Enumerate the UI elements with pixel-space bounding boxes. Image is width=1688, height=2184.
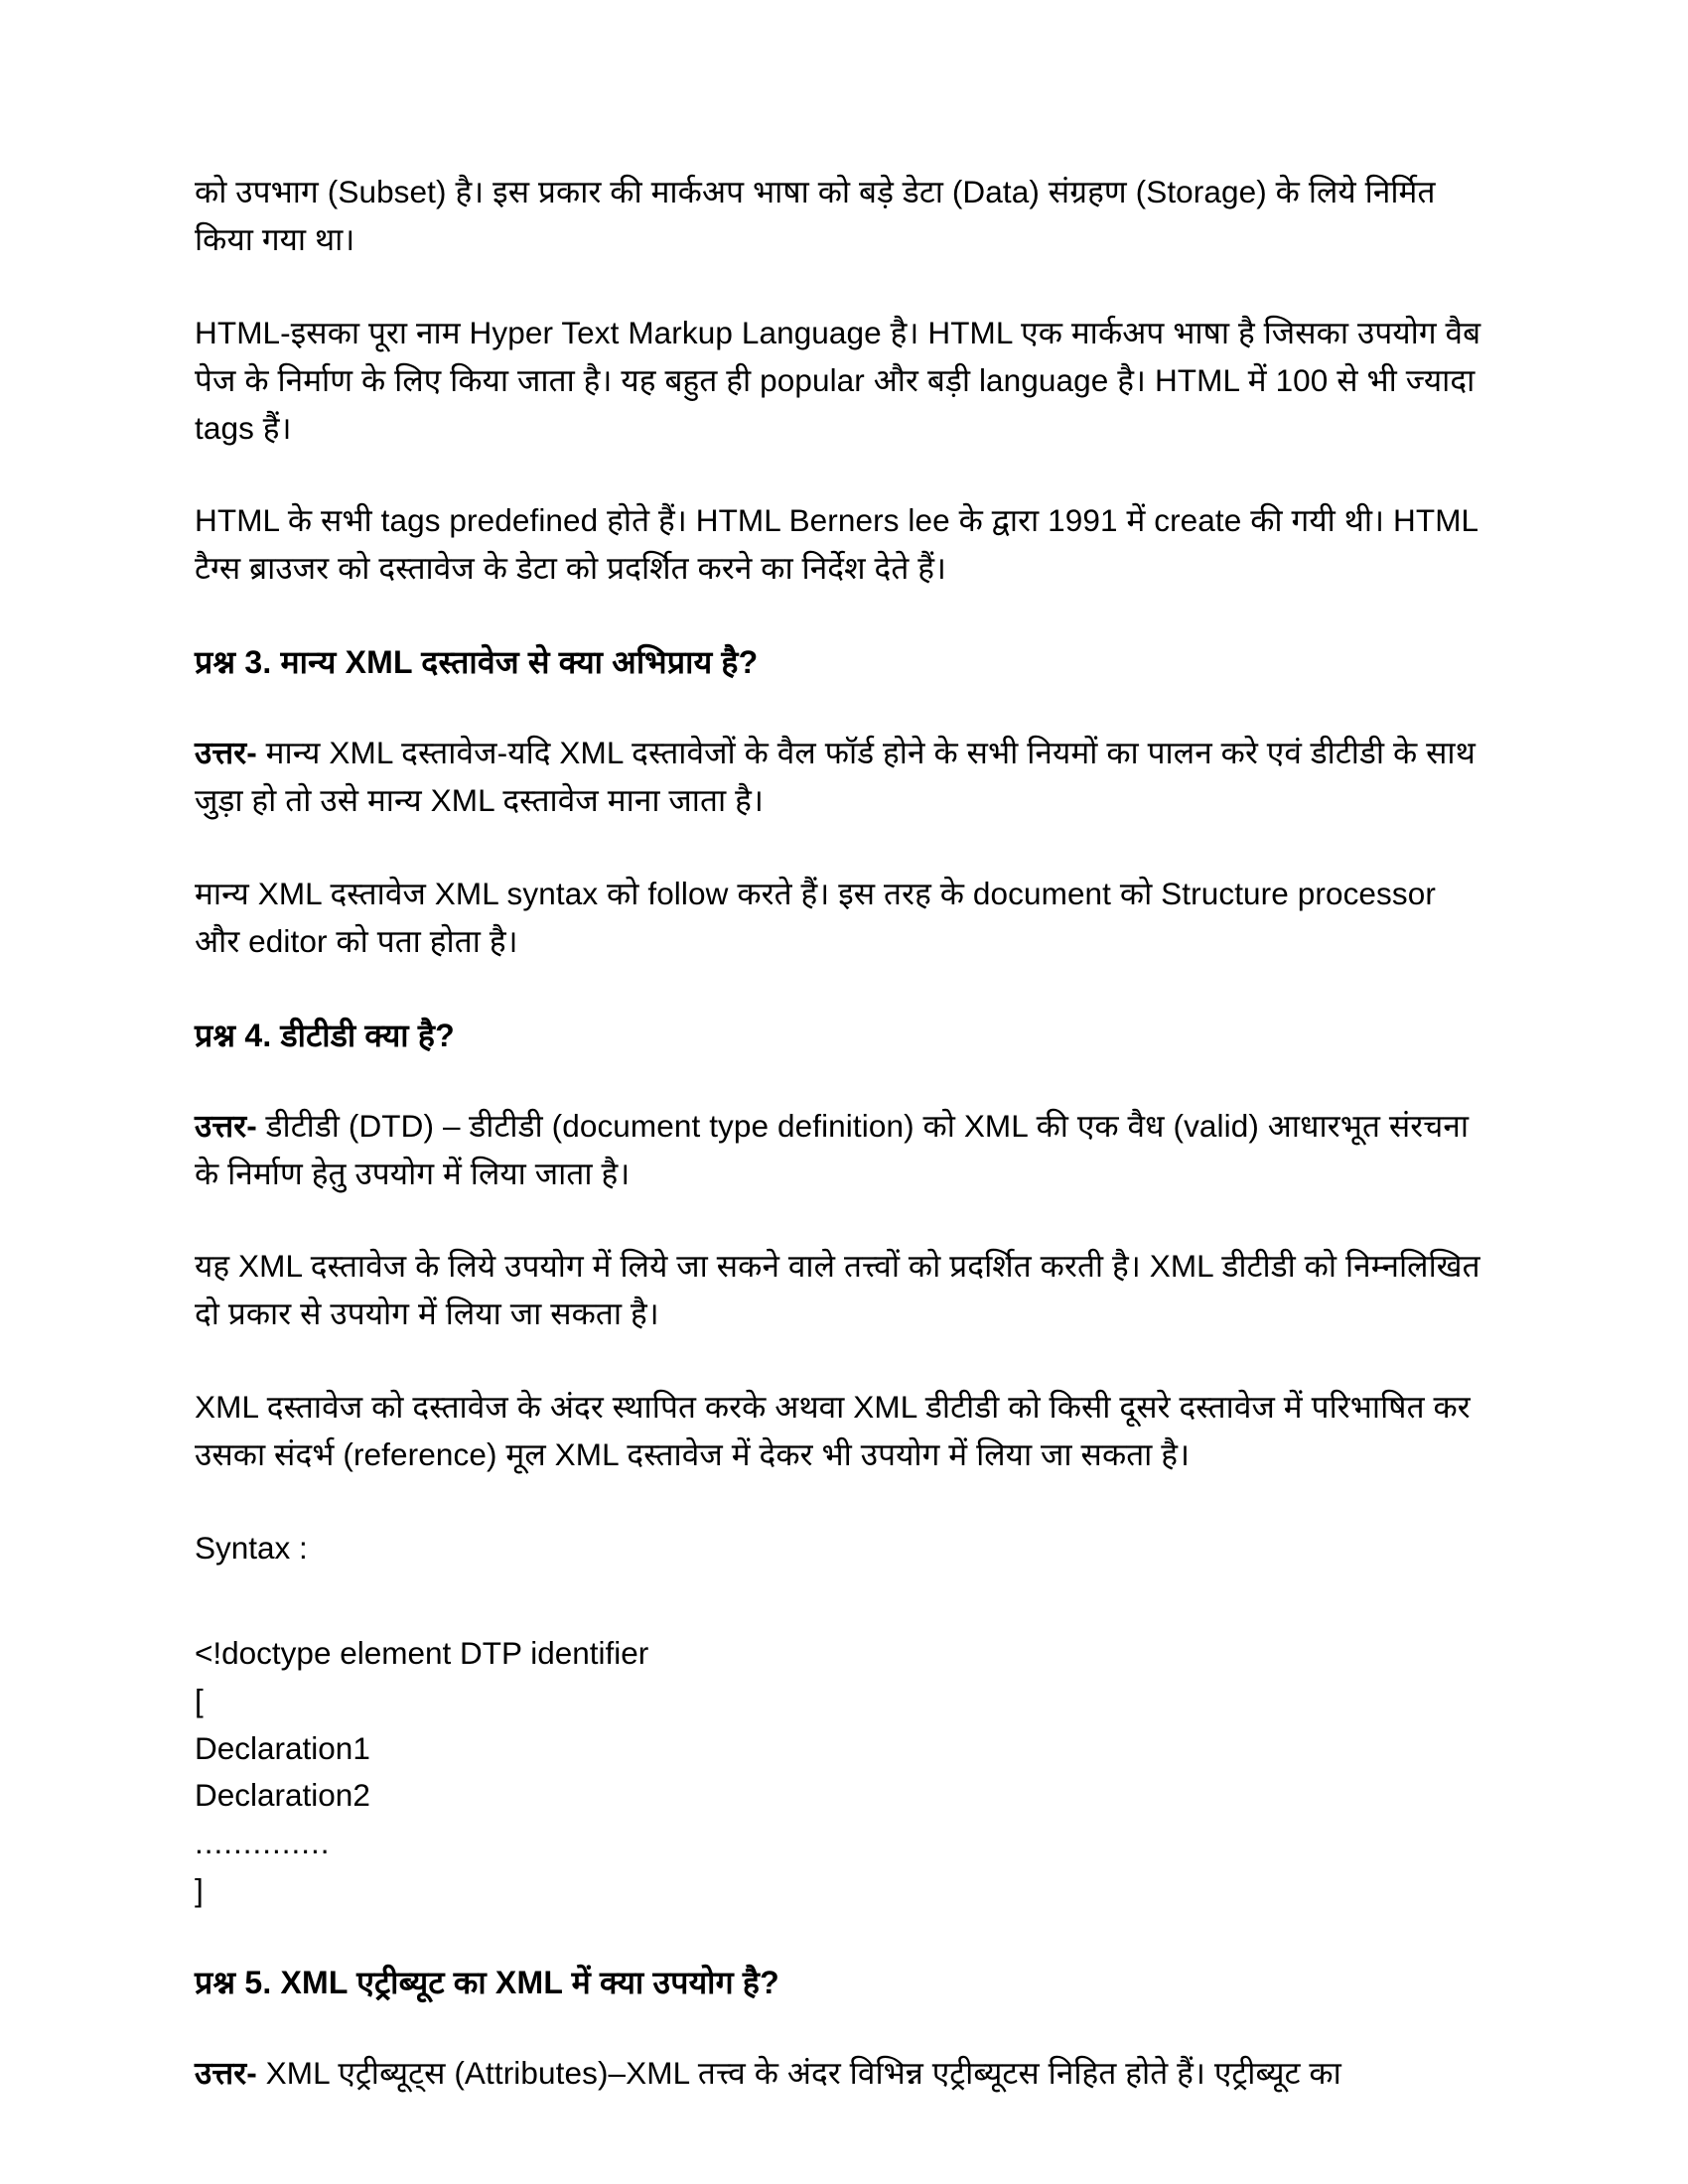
syntax-label: Syntax : — [195, 1529, 308, 1566]
question-4-answer-paragraph-3: XML दस्तावेज को दस्तावेज के अंदर स्थापित करके अथवा XML डीटीडी को किसी दूसरे दस्तावेज में परिभाषित कर उसका संदर्भ (reference) मूल XML दस्तावेज में देकर भी उपयोग में लिया जा सकता है। — [195, 1389, 1471, 1472]
question-5-answer-paragraph-1 — [195, 2050, 1485, 2098]
answer-body-text: XML एट्रीब्यूट्स (Attributes)–XML तत्त्व के अंदर विभिन्न एट्रीब्यूटस निहित होते हैं। एट्रीब्यूट का — [256, 2055, 1341, 2091]
answer-body-text: डीटीडी (DTD) – डीटीडी (document type definition) को XML की एक वैध (valid) आधारभूत संरचना के निर्माण हेतु उपयोग में लिया जाता है। — [195, 1107, 1470, 1191]
question-4-heading: प्रश्न 4. डीटीडी क्या है? — [195, 1017, 455, 1053]
code-line-open-bracket: [ — [195, 1682, 204, 1718]
question-5-heading: प्रश्न 5. XML एट्रीब्यूट का XML में क्या उपयोग है? — [195, 1965, 779, 2000]
code-line-ellipsis: .............. — [195, 1825, 331, 1861]
dtd-syntax-code-block — [195, 1630, 1485, 1915]
answer-lead-label: उत्तर- — [195, 735, 257, 771]
document-content — [195, 169, 1485, 2098]
paragraph-html-predefined: HTML के सभी tags predefined होते हैं। HTML Berners lee के द्वारा 1991 में create की गयी थी। HTML टैग्स ब्राउजर को दस्तावेज के डेटा को प्रदर्शित करने का निर्देश देते हैं। — [195, 502, 1478, 587]
code-line-declaration-2: Declaration2 — [195, 1777, 370, 1814]
question-3-heading: प्रश्न 3. मान्य XML दस्तावेज से क्या अभिप्राय है? — [195, 644, 759, 681]
question-3-answer-paragraph-2: मान्य XML दस्तावेज XML syntax को follow करते हैं। इस तरह के document को Structure processor और editor को पता होता है। — [195, 875, 1436, 959]
question-3-answer-paragraph-1 — [195, 730, 1485, 825]
code-line-doctype: <!doctype element DTP identifier — [195, 1634, 649, 1671]
paragraph-html-fullform: HTML-इसका पूरा नाम Hyper Text Markup Language है। HTML एक मार्कअप भाषा है जिसका उपयोग वैब पेज के निर्माण के लिए किया जाता है। यह बहुत ही popular और बड़ी language है। HTML में 100 से भी ज्यादा tags हैं। — [195, 314, 1481, 446]
answer-body-text: मान्य XML दस्तावेज-यदि XML दस्तावेजों के वैल फॉर्ड होने के सभी नियमों का पालन करे एवं डीटीडी के साथ जुड़ा हो तो उसे मान्य XML दस्तावेज माना जाता है। — [195, 735, 1476, 818]
paragraph-subset: को उपभाग (Subset) है। इस प्रकार की मार्कअप भाषा को बड़े डेटा (Data) संग्रहण (Storage) के लिये निर्मित किया गया था। — [195, 174, 1436, 257]
answer-lead-label: उत्तर- — [195, 1107, 257, 1144]
answer-lead-label: उत्तर- — [195, 2055, 257, 2091]
code-line-declaration-1: Declaration1 — [195, 1729, 370, 1766]
code-line-close-bracket: ] — [195, 1872, 204, 1909]
question-4-answer-paragraph-1 — [195, 1103, 1485, 1198]
question-4-answer-paragraph-2: यह XML दस्तावेज के लिये उपयोग में लिये जा सकने वाले तत्त्वों को प्रदर्शित करती है। XML डीटीडी को निम्नलिखित दो प्रकार से उपयोग में लिया जा सकता है। — [195, 1248, 1480, 1332]
